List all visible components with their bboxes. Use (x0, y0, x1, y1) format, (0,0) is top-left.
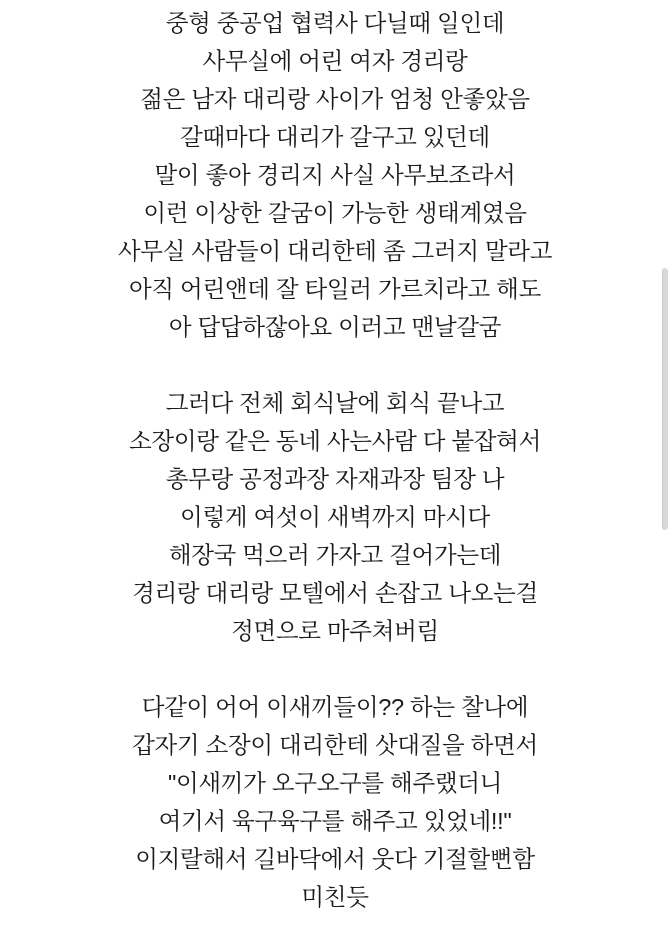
text-line: 사무실 사람들이 대리한테 좀 그러지 말라고 (117, 238, 553, 264)
text-line: 다같이 어어 이새끼들이?? 하는 찰나에 (141, 694, 529, 720)
text-line: 총무랑 공정과장 자재과장 팀장 나 (165, 466, 505, 492)
paragraph-spacer (0, 650, 670, 688)
text-line: 경리랑 대리랑 모텔에서 손잡고 나오는걸 (132, 580, 538, 606)
text-line: 이렇게 여섯이 새벽까지 마시다 (180, 504, 490, 530)
text-line: 사무실에 어린 여자 경리랑 (202, 48, 468, 74)
text-line: 해장국 먹으러 가자고 걸어가는데 (168, 542, 502, 568)
text-line: 미친듯 (301, 884, 369, 910)
text-line: 갑자기 소장이 대리한테 삿대질을 하면서 (132, 732, 538, 758)
text-line: 여기서 육구육구를 해주고 있었네!!" (158, 808, 512, 834)
text-line: 이런 이상한 갈굼이 가능한 생태계였음 (143, 200, 527, 226)
text-line: 말이 좋아 경리지 사실 사무보조라서 (154, 162, 516, 188)
text-line: 중형 중공업 협력사 다닐때 일인데 (165, 10, 505, 36)
scrollbar-thumb[interactable] (662, 268, 668, 530)
paragraph-spacer (0, 346, 670, 384)
story-text (0, 4, 670, 916)
text-line: 아직 어린앤데 잘 타일러 가르치라고 해도 (129, 276, 541, 302)
text-line: 갈때마다 대리가 갈구고 있던데 (180, 124, 490, 150)
text-line: 그러다 전체 회식날에 회식 끝나고 (165, 390, 505, 416)
text-line: 이지랄해서 길바닥에서 웃다 기절할뻔함 (135, 846, 535, 872)
text-line: 젊은 남자 대리랑 사이가 엄청 안좋았음 (140, 86, 530, 112)
text-line: 정면으로 마주쳐버림 (231, 618, 439, 644)
text-line: 아 답답하잖아요 이러고 맨날갈굼 (168, 314, 502, 340)
text-line: 소장이랑 같은 동네 사는사람 다 붙잡혀서 (129, 428, 541, 454)
text-line: "이새끼가 오구오구를 해주랬더니 (167, 770, 503, 796)
